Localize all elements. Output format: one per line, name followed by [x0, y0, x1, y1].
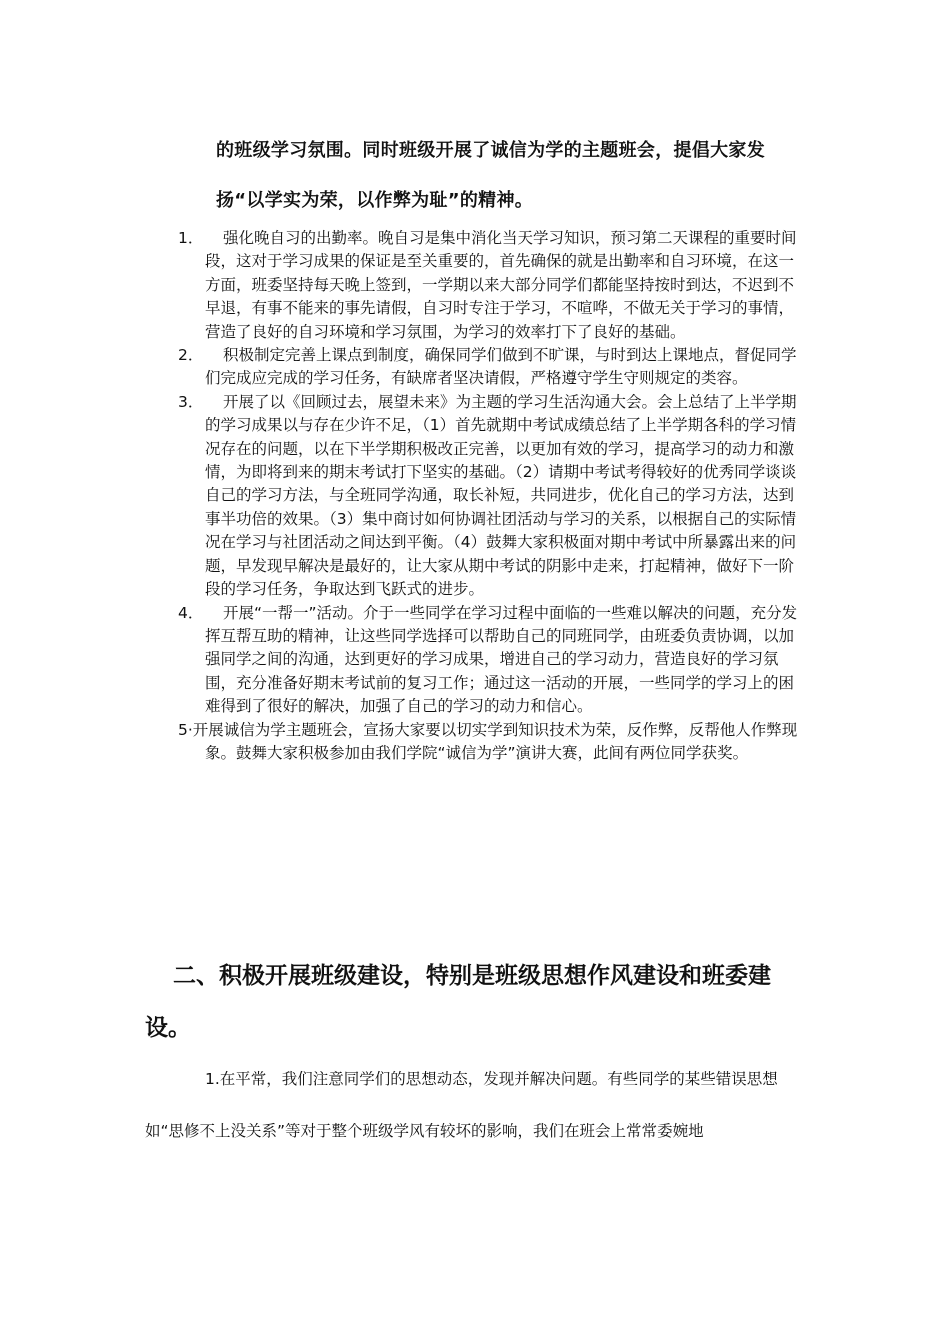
list-item	[178, 602, 808, 719]
list-item-number: 3．	[178, 392, 204, 411]
list-item-text: 开展了以《回顾过去，展望未来》为主题的学习生活沟通大会。会上总结了上半学期的学习成果以与存在少许不足，（1）首先就期中考试成绩总结了上半学期各科的学习情况存在的问题，以在下半学期积极改正完善，以更加有效的学习，提高学习的动力和激情，为即将到来的期末考试打下坚实的基础。（2）请期中考试考得较好的优秀同学谈谈自己的学习方法，与全班同学沟通，取长补短，共同进步，优化自己的学习方法，达到事半功倍的效果。（3）集中商讨如何协调社团活动与学习的关系，以根据自己的实际情况在学习与社团活动之间达到平衡。（4）鼓舞大家积极面对期中考试中所暴露出来的问题，早发现早解决是最好的，让大家从期中考试的阴影中走来，打起精神，做好下一阶段的学习任务，争取达到飞跃式的进步。	[205, 392, 797, 599]
list-item	[178, 719, 808, 766]
list-item-text	[178, 719, 808, 766]
list-item-text: 积极制定完善上课点到制度，确保同学们做到不旷课，与时到达上课地点，督促同学们完成应完成的学习任务，有缺席者坚决请假，严格遵守学生守则规定的类容。	[205, 346, 797, 388]
list-item-number: 4．	[178, 603, 204, 622]
body-paragraph: 1.在平常，我们注意同学们的思想动态，发现并解决问题。有些同学的某些错误思想如“思修不上没关系”等对于整个班级学风有较坏的影响，我们在班会上常常委婉地	[145, 1070, 778, 1140]
list-item	[178, 391, 808, 602]
list-item-number: 1．	[178, 229, 204, 247]
list-item-number: 2．	[178, 346, 204, 365]
list-item	[178, 227, 808, 344]
list-item	[178, 344, 808, 391]
list-item-text: 强化晚自习的出勤率。晚自习是集中消化当天学习知识，预习第二天课程的重要时间段，这对于学习成果的保证是至关重要的，首先确保的就是出勤率和自习环境，在这一方面，班委坚持每天晚上签到，一学期以来大部分同学们都能坚持按时到达，不迟到不早退，有事不能来的事先请假，自习时专注于学习，不喧哗，不做无关于学习的事情，营造了良好的自习环境和学习氛围，为学习的效率打下了良好的基础。	[205, 229, 797, 341]
list-item-text: 开展“一帮一”活动。介于一些同学在学习过程中面临的一些难以解决的问题，充分发挥互帮互助的精神，让这些同学选择可以帮助自己的同班同学，由班委负责协调，以加强同学之间的沟通，达到更好的学习成果，增进自己的学习动力，营造良好的学习氛围，充分准备好期末考试前的复习工作；通过这一活动的开展，一些同学的学习上的困难得到了很好的解决，加强了自己的学习的动力和信心。	[205, 603, 798, 716]
numbered-list	[178, 227, 808, 765]
list-item-body: 开展诚信为学主题班会，宣扬大家要以切实学到知识技术为荣，反作弊，反帮他人作弊现象。鼓舞大家积极参加由我们学院“诚信为学”演讲大赛，此间有两位同学获奖。	[192, 720, 798, 762]
section-heading: 二、积极开展班级建设，特别是班级思想作风建设和班委建设。	[145, 963, 771, 1041]
intro-line-2: 扬“以学实为荣，以作弊为耻”的精神。	[216, 190, 534, 211]
list-item-number: 5·	[178, 720, 193, 739]
intro-line-1: 的班级学习氛围。同时班级开展了诚信为学的主题班会，提倡大家发	[216, 140, 765, 161]
